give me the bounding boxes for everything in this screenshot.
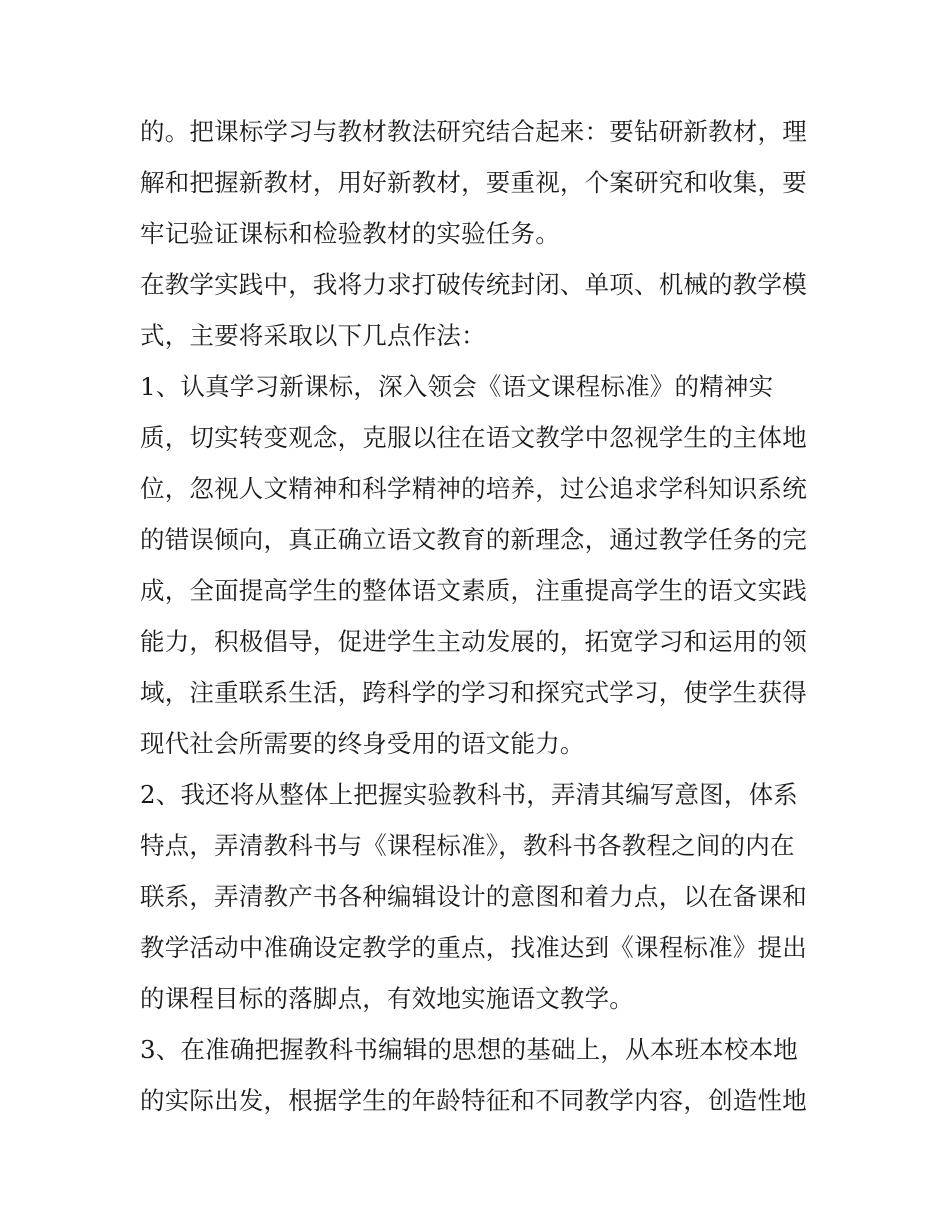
text-line: 联系，弄清教产书各种编辑设计的意图和着力点，以在备课和 [140,882,807,911]
document-body [140,106,820,1126]
text-line: 解和把握新教材，用好新教材，要重视，个案研究和收集，要 [140,168,807,197]
text-line: 2、我还将从整体上把握实验教科书，弄清其编写意图，体系 [140,780,798,809]
text-line: 牢记验证课标和检验教材的实验任务。 [140,219,560,248]
text-line: 能力，积极倡导，促进学生主动发展的，拓宽学习和运用的领 [140,627,807,656]
text-line: 位，忽视人文精神和科学精神的培养，过公追求学科知识系统 [140,474,807,503]
text-line: 的错误倾向，真正确立语文教育的新理念，通过教学任务的完 [140,525,807,554]
text-line: 在教学实践中，我将力求打破传统封闭、单项、机械的教学模 [140,270,807,299]
text-line: 的课程目标的落脚点，有效地实施语文教学。 [140,984,634,1013]
text-line: 质，切实转变观念，克服以往在语文教学中忽视学生的主体地 [140,423,807,452]
text-line: 特点，弄清教科书与《课程标准》，教科书各教程之间的内在 [140,831,795,860]
text-line: 3、在准确把握教科书编辑的思想的基础上，从本班本校本地 [140,1035,798,1064]
text-line: 的实际出发，根据学生的年龄特征和不同教学内容，创造性地 [140,1086,807,1115]
text-line: 教学活动中准确设定教学的重点，找准达到《课程标准》提出 [140,933,807,962]
text-line: 成，全面提高学生的整体语文素质，注重提高学生的语文实践 [140,576,807,605]
text-line: 的。把课标学习与教材教法研究结合起来：要钻研新教材，理 [140,117,807,146]
text-line: 式，主要将采取以下几点作法： [140,321,486,350]
text-line: 1、认真学习新课标，深入领会《语文课程标准》的精神实 [140,372,774,401]
text-line: 域，注重联系生活，跨科学的学习和探究式学习，使学生获得 [140,678,807,707]
text-line: 现代社会所需要的终身受用的语文能力。 [140,729,585,758]
